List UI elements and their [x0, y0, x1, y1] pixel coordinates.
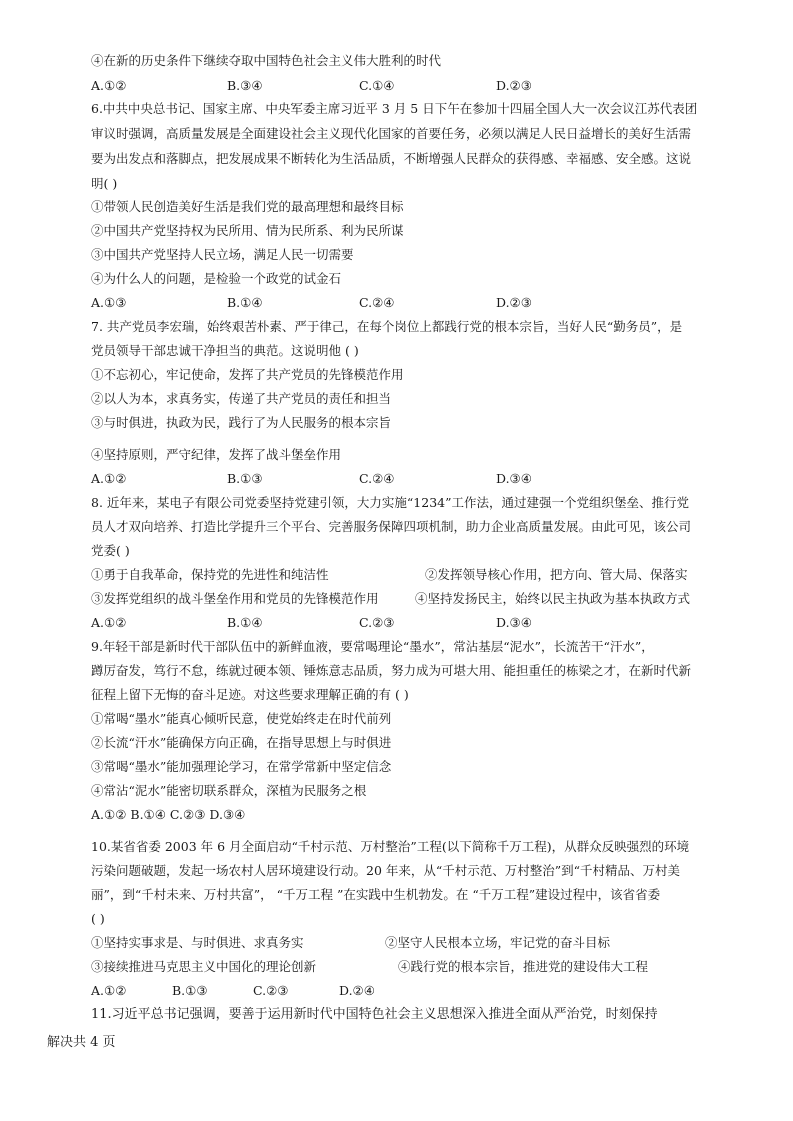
q7-option-c: C.②④: [359, 471, 395, 486]
q6-stem-line-2: 审议时强调，高质量发展是全面建设社会主义现代化国家的首要任务，必须以满足人民日益增长的美好生活需: [91, 126, 692, 141]
q10-item-2: ②坚守人民根本立场，牢记党的奋斗目标: [385, 935, 611, 950]
q7-item-1: ①不忘初心，牢记使命，发挥了共产党员的先锋模范作用: [91, 367, 404, 382]
q7-stem-line-2: 党员领导干部忠诚干净担当的典范。这说明他 ( ): [91, 343, 359, 358]
q10-stem-line-2: 污染问题破题，发起一场农村人居环境建设行动。20 年来，从“千村示范、万村整治”到“千村精品、万村美: [91, 863, 681, 878]
q6-item-2: ②中国共产党坚持权为民所用、情为民所系、利为民所谋: [91, 223, 404, 238]
q5-option-b: B.③④: [227, 78, 263, 93]
q9-options: A.①② B.①④ C.②③ D.③④: [91, 807, 246, 822]
q10-item-4: ④践行党的根本宗旨，推进党的建设伟大工程: [398, 959, 649, 974]
q7-option-d: D.③④: [496, 471, 532, 486]
q10-option-a: A.①②: [91, 983, 127, 998]
q8-option-d: D.③④: [496, 615, 532, 630]
q6-option-b: B.①④: [227, 295, 263, 310]
q7-item-3: ③与时俱进，执政为民，践行了为人民服务的根本宗旨: [91, 415, 392, 430]
q6-option-c: C.②④: [359, 295, 395, 310]
q6-item-3: ③中国共产党坚持人民立场，满足人民一切需要: [91, 247, 354, 262]
q8-stem-line-3: 党委( ): [91, 543, 130, 558]
q5-option-a: A.①②: [91, 78, 127, 93]
q7-option-a: A.①②: [91, 471, 127, 486]
q9-item-1: ①常喝“墨水”能真心倾听民意，使党始终走在时代前列: [91, 711, 392, 726]
q8-stem-line-1: 8. 近年来，某电子有限公司党委坚持党建引领，大力实施“1234”工作法，通过建强一个党组织堡垒、推行党: [91, 495, 689, 510]
q10-stem-line-3: 丽”，到“千村未来、万村共富”， “千万工程 ”在实践中生机勃发。在 “千万工程”建设过程中，该省省委: [91, 887, 661, 902]
q5-option-d: D.②③: [496, 78, 532, 93]
q6-stem-line-4: 明( ): [91, 176, 118, 191]
q8-option-a: A.①②: [91, 615, 127, 630]
q6-item-4: ④为什么人的问题，是检验一个政党的试金石: [91, 271, 342, 286]
q9-item-2: ②长流“汗水”能确保方向正确，在指导思想上与时俱进: [91, 735, 392, 750]
q9-stem-line-1: 9.年轻干部是新时代干部队伍中的新鲜血液，要常喝理论“墨水”，常沾基层“泥水”，长流苦干“汗水”，: [91, 639, 654, 654]
q10-stem-line-1: 10.某省省委 2003 年 6 月全面启动“千村示范、万村整治”工程(以下简称千万工程)，从群众反映强烈的环境: [91, 839, 690, 854]
q7-stem-line-1: 7. 共产党员李宏瑞，始终艰苦朴素、严于律己，在每个岗位上都践行党的根本宗旨，当好人民“勤务员”，是: [91, 319, 683, 334]
q6-option-a: A.①③: [91, 295, 127, 310]
q8-option-c: C.②③: [359, 615, 395, 630]
q9-item-4: ④常沾“泥水”能密切联系群众，深植为民服务之根: [91, 783, 367, 798]
q11-stem: 11.习近平总书记强调，要善于运用新时代中国特色社会主义思想深入推进全面从严治党，时刻保持: [91, 1007, 658, 1022]
q10-option-d: D.②④: [339, 983, 375, 998]
q9-stem-line-2: 蹲厉奋发，笃行不怠，练就过硬本领、锤炼意志品质，努力成为可堪大用、能担重任的栋梁之才，在新时代新: [91, 663, 692, 678]
q5-option-c: C.①④: [359, 78, 395, 93]
q8-item-3: ③发挥党组织的战斗堡垒作用和党员的先锋模范作用: [91, 591, 379, 606]
page-footer: 解决共 4 页: [47, 1035, 116, 1050]
q6-stem-line-1: 6.中共中央总书记、国家主席、中央军委主席习近平 3 月 5 日下午在参加十四届全国人大一次会议江苏代表团: [91, 101, 698, 116]
q10-item-3: ③接续推进马克思主义中国化的理论创新: [91, 959, 317, 974]
q10-option-b: B.①③: [172, 983, 208, 998]
q9-stem-line-3: 征程上留下无悔的奋斗足迹。对这些要求理解正确的有 ( ): [91, 687, 409, 702]
q6-item-1: ①带领人民创造美好生活是我们党的最高理想和最终目标: [91, 199, 404, 214]
q7-item-4: ④坚持原则，严守纪律，发挥了战斗堡垒作用: [91, 447, 342, 462]
q9-item-3: ③常喝“墨水”能加强理论学习，在常学常新中坚定信念: [91, 759, 392, 774]
q8-item-1: ①勇于自我革命，保持党的先进性和纯洁性: [91, 567, 329, 582]
q8-stem-line-2: 员人才双向培养、打造比学提升三个平台、完善服务保障四项机制，助力企业高质量发展。由此可见，该公司: [91, 519, 692, 534]
q10-option-c: C.②③: [253, 983, 289, 998]
q10-item-1: ①坚持实事求是、与时俱进、求真务实: [91, 935, 304, 950]
q8-item-4: ④坚持发扬民主，始终以民主执政为基本执政方式: [415, 591, 691, 606]
q8-option-b: B.①④: [227, 615, 263, 630]
q10-stem-line-4: ( ): [91, 911, 105, 926]
q7-item-2: ②以人为本，求真务实，传递了共产党员的责任和担当: [91, 391, 392, 406]
q6-stem-line-3: 要为出发点和落脚点，把发展成果不断转化为生活品质，不断增强人民群众的获得感、幸福感、安全感。这说: [91, 151, 692, 166]
q6-option-d: D.②③: [496, 295, 532, 310]
q8-item-2: ②发挥领导核心作用，把方向、管大局、保落实: [425, 567, 688, 582]
q5-item-4: ④在新的历史条件下继续夺取中国特色社会主义伟大胜利的时代: [91, 53, 442, 68]
q7-option-b: B.①③: [227, 471, 263, 486]
